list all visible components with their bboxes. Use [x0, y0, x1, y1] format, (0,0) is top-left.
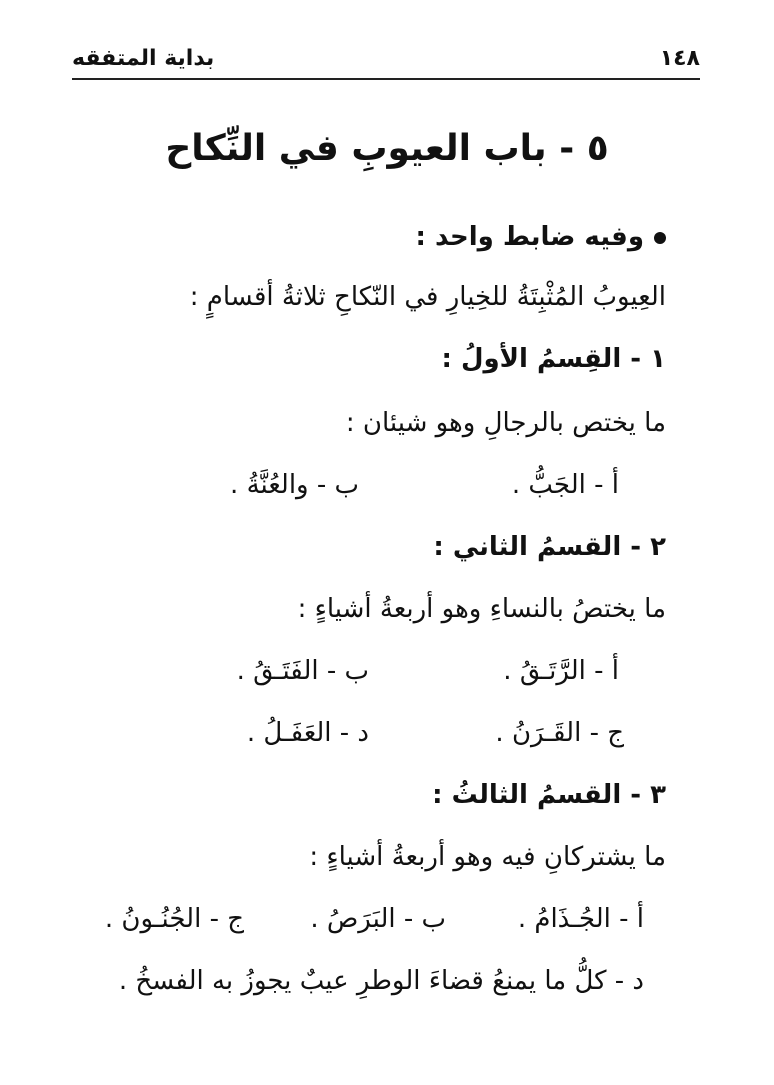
- rule-heading-text: وفيه ضابط واحد :: [415, 222, 644, 252]
- page-number: ١٤٨: [659, 46, 700, 71]
- page-header: [72, 42, 700, 80]
- bullet-icon: [654, 232, 666, 244]
- list-item: د - العَفَـلُ .: [246, 718, 369, 748]
- list-item: ب - الفَتَـقُ .: [236, 656, 369, 686]
- list-item: ج - القَـرَنُ .: [495, 718, 624, 748]
- rule-statement: العِيوبُ المُثْبِتَةُ للخِيارِ في النّكاحِ ثلاثةُ أقسامٍ :: [189, 282, 666, 312]
- list-item: ب - البَرَصُ .: [310, 904, 446, 934]
- list-item: أ - الجَبُّ .: [511, 470, 619, 500]
- section3-heading: ٣ - القسمُ الثالثُ :: [432, 780, 666, 810]
- section3-intro: ما يشتركانِ فيه وهو أربعةُ أشياءٍ :: [309, 842, 666, 872]
- section2-intro: ما يختصُ بالنساءِ وهو أربعةُ أشياءٍ :: [297, 594, 666, 624]
- list-item: ب - والعُنَّةُ .: [230, 470, 359, 500]
- list-item: ج - الجُنُـونُ .: [104, 904, 244, 934]
- list-item: أ - الجُـذَامُ .: [517, 904, 644, 934]
- list-item: د - كلُّ ما يمنعُ قضاءَ الوطرِ عيبٌ يجوزُ به الفسخُ .: [118, 966, 644, 996]
- section1-heading: ١ - القِسمُ الأولُ :: [441, 344, 666, 374]
- rule-heading: [416, 222, 666, 252]
- chapter-title: ٥ - باب العيوبِ في النِّكاح: [165, 128, 609, 169]
- section1-intro: ما يختص بالرجالِ وهو شيئان :: [345, 408, 666, 438]
- section2-heading: ٢ - القسمُ الثاني :: [433, 532, 666, 562]
- book-title: بداية المتفقه: [72, 46, 215, 71]
- list-item: أ - الرَّتَـقُ .: [503, 656, 619, 686]
